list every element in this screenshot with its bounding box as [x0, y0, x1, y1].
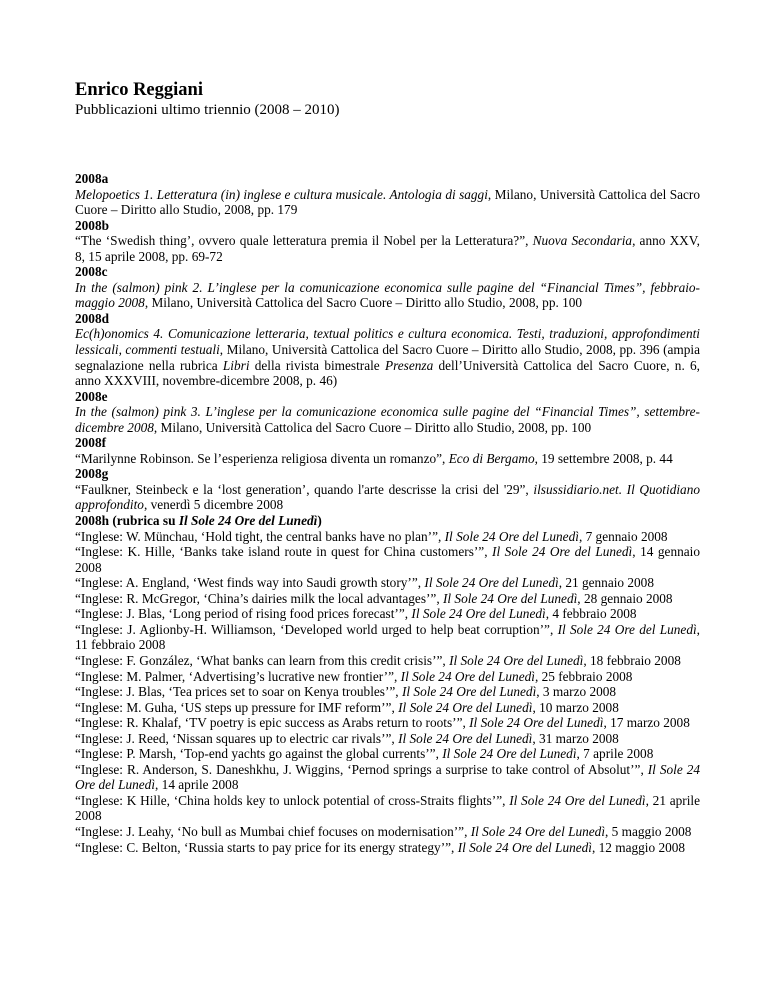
rubrica-item-title: “Inglese: K. Hille, ‘Banks take island route in quest for China customers’”,: [75, 544, 493, 560]
citation-segment: Libri: [222, 357, 250, 373]
citation-segment: Eco di Bergamo: [448, 450, 535, 466]
rubrica-item-title: “Inglese: J. Leahy, ‘No bull as Mumbai chief focuses on modernisation’”,: [75, 823, 471, 839]
rubrica-item-date: , 11 febbraio 2008: [75, 621, 700, 653]
rubrica-item-date: , 4 febbraio 2008: [545, 606, 637, 622]
entry-id: 2008a: [75, 171, 109, 186]
rubrica-item-source: Il Sole 24 Ore del Lunedì: [75, 761, 701, 793]
rubrica-item: [75, 793, 700, 824]
publication-list: [75, 171, 700, 855]
rubrica-item: [75, 622, 700, 653]
rubrica-item: [75, 762, 700, 793]
rubrica-item-date: , 12 maggio 2008: [592, 839, 686, 855]
citation-segment: della rivista bimestrale: [249, 357, 385, 373]
rubrica-item: [75, 606, 700, 622]
rubrica-item-source: Il Sole 24 Ore del Lunedì: [449, 652, 584, 668]
rubrica-item-date: , 17 marzo 2008: [603, 715, 690, 731]
rubrica-item-source: Il Sole 24 Ore del Lunedì: [457, 839, 592, 855]
rubrica-heading-source: Il Sole 24 Ore del Lunedì: [178, 513, 318, 529]
entry-id: 2008e: [75, 388, 108, 404]
citation-segment: “Marilynne Robinson. Se l’esperienza religiosa diventa un romanzo”,: [75, 450, 449, 466]
entry-id: 2008c: [75, 264, 108, 280]
document-subtitle: Pubblicazioni ultimo triennio (2008 – 2010): [75, 102, 340, 118]
rubrica-item-date: , 21 gennaio 2008: [558, 575, 654, 591]
rubrica-item-title: “Inglese: K Hille, ‘China holds key to unlock potential of cross-Straits flights’”,: [75, 792, 510, 808]
rubrica-items: [75, 529, 700, 855]
rubrica-item-source: Il Sole 24 Ore del Lunedì: [400, 668, 535, 684]
citation-segment: , anno XXV, 8, 15 aprile 2008, pp. 69-72: [75, 233, 700, 264]
citation-segment: ilsussidiario.net. Il Quotidiano approfondito: [75, 481, 700, 513]
rubrica-item-title: “Inglese: F. González, ‘What banks can learn from this credit crisis’”,: [75, 652, 450, 668]
rubrica-item-date: , 14 gennaio 2008: [75, 544, 700, 575]
entry-id: 2008g: [75, 466, 109, 482]
rubrica-item: [75, 746, 700, 762]
rubrica-item: [75, 824, 700, 840]
rubrica-item-date: , 5 maggio 2008: [605, 823, 692, 839]
rubrica-item-date: , 3 marzo 2008: [536, 684, 617, 700]
rubrica-item-title: “Inglese: M. Guha, ‘US steps up pressure for IMF reform’”,: [75, 699, 399, 715]
entry-citation: [75, 482, 700, 513]
rubrica-item: [75, 544, 700, 575]
rubrica-item-source: Il Sole 24 Ore del Lunedì: [411, 606, 546, 622]
rubrica-item-title: “Inglese: J. Aglionby-H. Williamson, ‘Developed world urged to help beat corruption’”,: [75, 621, 558, 637]
citation-segment: Ec(h)onomics 4. Comunicazione letteraria, textual politics e cultura economica. Testi, traduzioni, approfondimenti lessicali, commenti testuali: [75, 326, 700, 358]
entry-citation: [75, 233, 700, 264]
rubrica-item-title: “Inglese: P. Marsh, ‘Top-end yachts go against the global currents’”,: [75, 746, 443, 762]
rubrica-item-source: Il Sole 24 Ore del Lunedì: [469, 715, 604, 731]
rubrica-item-title: “Inglese: R. Khalaf, ‘TV poetry is epic success as Arabs return to roots’”,: [75, 715, 470, 731]
rubrica-heading-prefix: 2008h (rubrica su: [75, 513, 179, 529]
rubrica-item-source: Il Sole 24 Ore del Lunedì: [424, 575, 559, 591]
rubrica-item-source: Il Sole 24 Ore del Lunedì: [470, 823, 606, 839]
rubrica-heading: [75, 513, 700, 529]
entry-id: 2008d: [75, 310, 109, 326]
rubrica-item-source: Il Sole 24 Ore del Lunedì: [444, 528, 579, 544]
citation-segment: In the (salmon) pink 2. L’inglese per la comunicazione economica sulle pagine del “Financial Times”, febbraio-maggio 2008: [75, 279, 700, 311]
rubrica-item-date: , 14 aprile 2008: [155, 777, 239, 793]
rubrica-item-date: , 31 marzo 2008: [532, 730, 619, 746]
rubrica-item-title: “Inglese: C. Belton, ‘Russia starts to pay price for its energy strategy’”,: [75, 839, 458, 855]
rubrica-item-source: Il Sole 24 Ore del Lunedì: [557, 621, 697, 637]
rubrica-item-date: , 28 gennaio 2008: [577, 590, 673, 606]
citation-segment: , Milano, Università Cattolica del Sacro Cuore – Diritto allo Studio, 2008, pp. 179: [75, 186, 700, 218]
rubrica-item-title: “Inglese: J. Blas, ‘Long period of rising food prices forecast’”,: [75, 606, 412, 622]
rubrica-item: [75, 731, 700, 747]
rubrica-item-title: “Inglese: J. Reed, ‘Nissan squares up to electric car rivals’”,: [75, 730, 399, 746]
rubrica-item-date: , 21 aprile 2008: [75, 792, 700, 824]
rubrica-item-title: “Inglese: R. McGregor, ‘China’s dairies milk the local advantages’”,: [75, 590, 443, 606]
citation-segment: dell’Università Cattolica del Sacro Cuore, n. 6, anno XXXVIII, novembre-dicembre 2008, p. 46): [75, 357, 700, 389]
citation-segment: Presenza: [384, 357, 434, 373]
rubrica-item-title: “Inglese: J. Blas, ‘Tea prices set to soar on Kenya troubles’”,: [75, 684, 402, 700]
citation-segment: Nuova Secondaria: [532, 233, 633, 249]
citation-segment: , Milano, Università Cattolica del Sacro Cuore – Diritto allo Studio, 2008, pp. 396 (ampia segnalazione nella rubrica: [75, 342, 701, 373]
rubrica-item-source: Il Sole 24 Ore del Lunedì: [442, 590, 578, 606]
rubrica-item-date: , 10 marzo 2008: [532, 699, 619, 715]
rubrica-item: [75, 653, 700, 669]
entry-id: 2008b: [75, 217, 109, 233]
citation-segment: , 19 settembre 2008, p. 44: [534, 450, 673, 466]
rubrica-item: [75, 575, 700, 591]
rubrica-item: [75, 715, 700, 731]
rubrica-item: [75, 840, 700, 856]
rubrica-item-date: , 18 febbraio 2008: [583, 652, 681, 668]
rubrica-item-title: “Inglese: A. England, ‘West finds way into Saudi growth story’”,: [75, 575, 425, 591]
citation-segment: Melopoetics 1. Letteratura (in) inglese e cultura musicale. Antologia di saggi: [75, 186, 488, 202]
rubrica-item-title: “Inglese: M. Palmer, ‘Advertising’s lucrative new frontier’”,: [75, 668, 401, 684]
rubrica-item-source: Il Sole 24 Ore del Lunedì: [509, 792, 646, 808]
rubrica-item-date: , 25 febbraio 2008: [534, 668, 633, 684]
entry-citation: [75, 187, 700, 218]
entry-citation: [75, 451, 700, 467]
rubrica-item-source: Il Sole 24 Ore del Lunedì: [398, 699, 533, 715]
citation-segment: In the (salmon) pink 3. L’inglese per la comunicazione economica sulle pagine del “Financial Times”, settembre-dicembre 2008: [75, 404, 700, 435]
rubrica-item: [75, 684, 700, 700]
citation-segment: , venerdì 5 dicembre 2008: [143, 497, 284, 513]
entry-citation: [75, 280, 700, 311]
rubrica-item-title: “Inglese: R. Anderson, S. Daneshkhu, J. Wiggins, ‘Pernod springs a surprise to take control of Absolut’”,: [75, 761, 648, 777]
rubrica-item: [75, 529, 700, 545]
rubrica-item-title: “Inglese: W. Münchau, ‘Hold tight, the central banks have no plan’”,: [75, 528, 445, 544]
entry-citation: [75, 404, 700, 435]
citation-segment: , Milano, Università Cattolica del Sacro Cuore – Diritto allo Studio, 2008, pp. 100: [144, 295, 583, 311]
citation-segment: “The ‘Swedish thing’, ovvero quale letteratura premia il Nobel per la Letteratura?”,: [75, 233, 533, 249]
citation-segment: , Milano, Università Cattolica del Sacro Cuore – Diritto allo Studio, 2008, pp. 100: [153, 419, 592, 435]
entry-citation: [75, 326, 700, 388]
rubrica-item-date: , 7 aprile 2008: [576, 746, 654, 762]
entry-id: 2008f: [75, 435, 107, 451]
rubrica-item-source: Il Sole 24 Ore del Lunedì: [401, 684, 537, 700]
rubrica-item-date: , 7 gennaio 2008: [578, 528, 668, 544]
rubrica-item: [75, 591, 700, 607]
author-name: Enrico Reggiani: [75, 80, 203, 100]
rubrica-item-source: Il Sole 24 Ore del Lunedì: [398, 730, 533, 746]
rubrica-heading-suffix: ): [317, 513, 322, 529]
entries-container: [75, 171, 700, 513]
rubrica-item: [75, 700, 700, 716]
rubrica-item-source: Il Sole 24 Ore del Lunedì: [442, 746, 577, 762]
rubrica-item-source: Il Sole 24 Ore del Lunedì: [492, 544, 633, 560]
rubrica-item: [75, 669, 700, 685]
citation-segment: “Faulkner, Steinbeck e la ‘lost generation’, quando l'arte descrisse la crisi del '29”,: [75, 481, 534, 497]
